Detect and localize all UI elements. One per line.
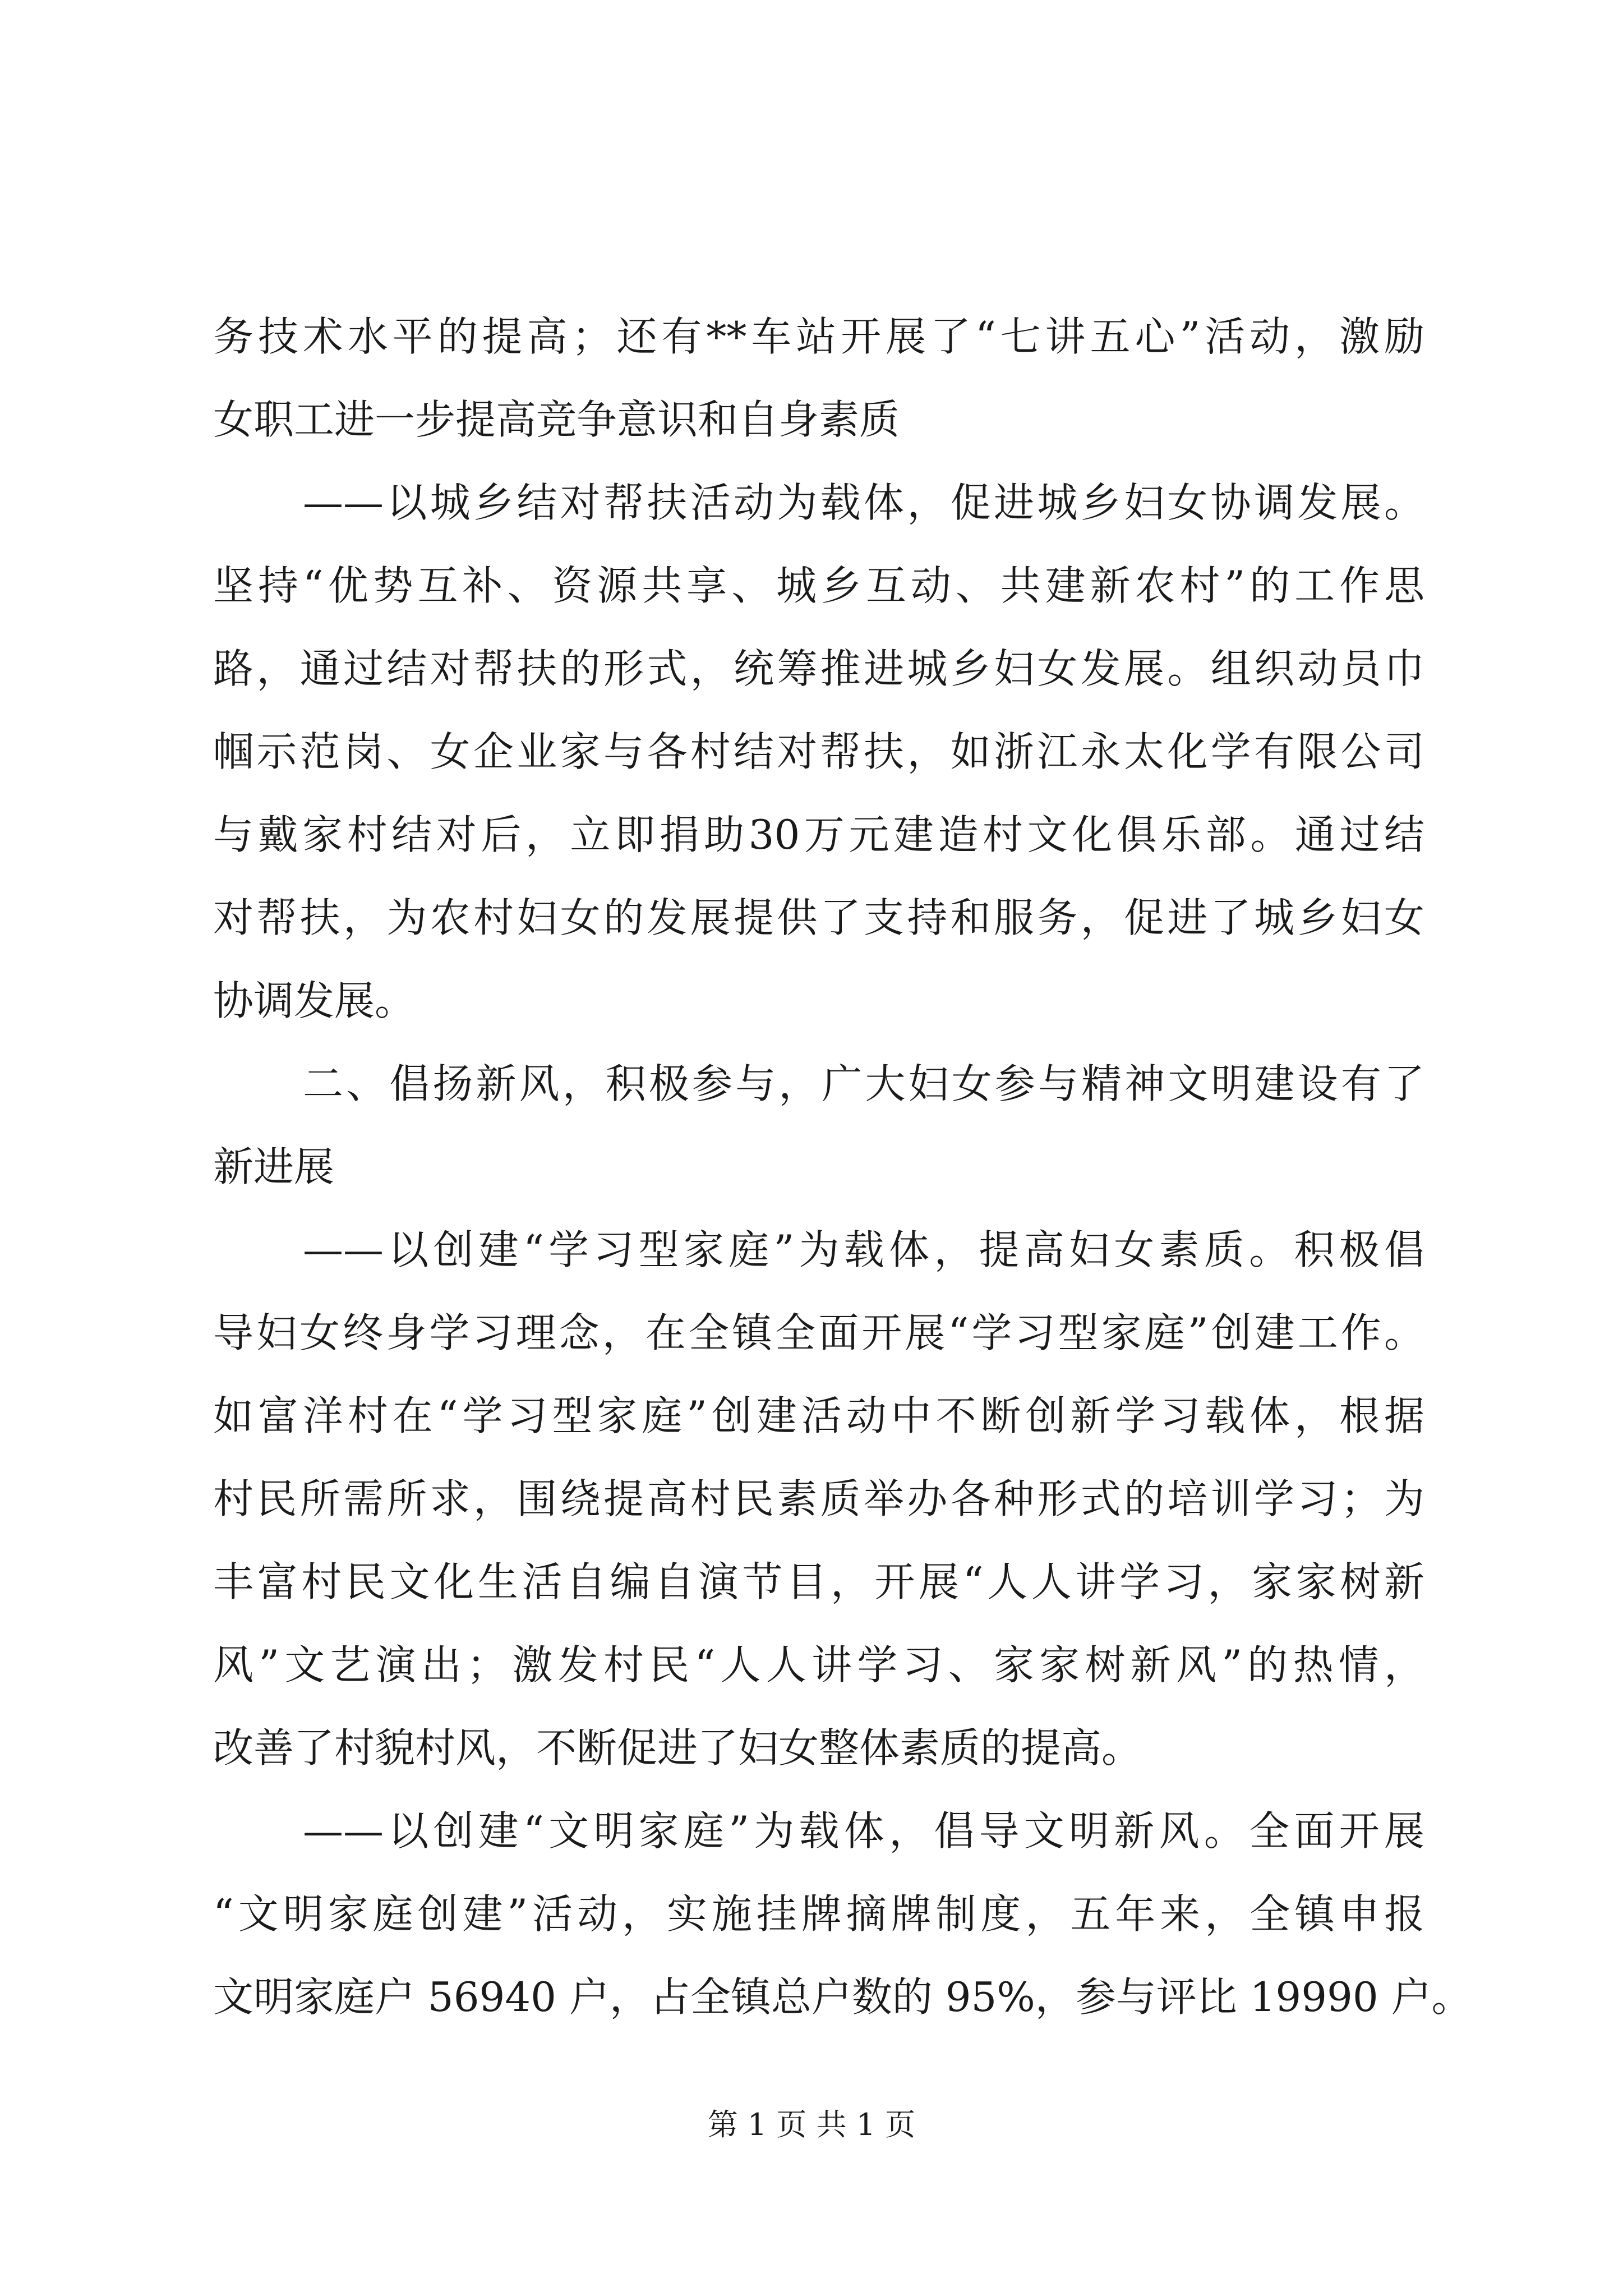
section-heading-line-1: 二、倡扬新风，积极参与，广大妇女参与精神文明建设有了 bbox=[303, 1060, 1424, 1107]
text-line-8: 对帮扶，为农村妇女的发展提供了支持和服务，促进了城乡妇女 bbox=[213, 894, 1424, 941]
text-line-5: 路，通过结对帮扶的形式，统筹推进城乡妇女发展。组织动员巾 bbox=[213, 645, 1424, 692]
text-line-17: 风”文艺演出；激发村民“人人讲学习、家家树新风”的热情， bbox=[213, 1641, 1424, 1688]
text-line-19: ——以创建“文明家庭”为载体，倡导文明新风。全面开展 bbox=[303, 1807, 1424, 1855]
text-line-7: 与戴家村结对后，立即捐助30万元建造村文化俱乐部。通过结 bbox=[213, 811, 1424, 858]
section-heading-line-2: 新进展 bbox=[213, 1143, 335, 1190]
text-line-1: 务技术水平的提高；还有**车站开展了“七讲五心”活动，激励 bbox=[213, 313, 1424, 360]
text-line-21: 文明家庭户 56940 户，占全镇总户数的 95%，参与评比 19990 户。 bbox=[213, 1973, 1472, 2021]
text-line-12: ——以创建“学习型家庭”为载体，提高妇女素质。积极倡 bbox=[303, 1226, 1424, 1273]
text-line-13: 导妇女终身学习理念，在全镇全面开展“学习型家庭”创建工作。 bbox=[213, 1309, 1424, 1356]
document-body bbox=[213, 295, 1472, 2039]
text-line-6: 帼示范岗、女企业家与各村结对帮扶，如浙江永太化学有限公司 bbox=[213, 728, 1424, 775]
text-line-3: ——以城乡结对帮扶活动为载体，促进城乡妇女协调发展。 bbox=[303, 479, 1424, 526]
text-line-14: 如富洋村在“学习型家庭”创建活动中不断创新学习载体，根据 bbox=[213, 1392, 1424, 1439]
text-line-4: 坚持“优势互补、资源共享、城乡互动、共建新农村”的工作思 bbox=[213, 562, 1424, 609]
text-line-16: 丰富村民文化生活自编自演节目，开展“人人讲学习，家家树新 bbox=[213, 1558, 1424, 1605]
page-footer: 第 1 页 共 1 页 bbox=[707, 2107, 916, 2142]
text-line-20: “文明家庭创建”活动，实施挂牌摘牌制度，五年来，全镇申报 bbox=[213, 1890, 1424, 1938]
text-line-2: 女职工进一步提高竞争意识和自身素质 bbox=[213, 396, 900, 443]
text-line-15: 村民所需所求，围绕提高村民素质举办各种形式的培训学习；为 bbox=[213, 1475, 1424, 1522]
text-line-18: 改善了村貌村风，不断促进了妇女整体素质的提高。 bbox=[213, 1724, 1142, 1772]
text-line-9: 协调发展。 bbox=[213, 977, 416, 1024]
